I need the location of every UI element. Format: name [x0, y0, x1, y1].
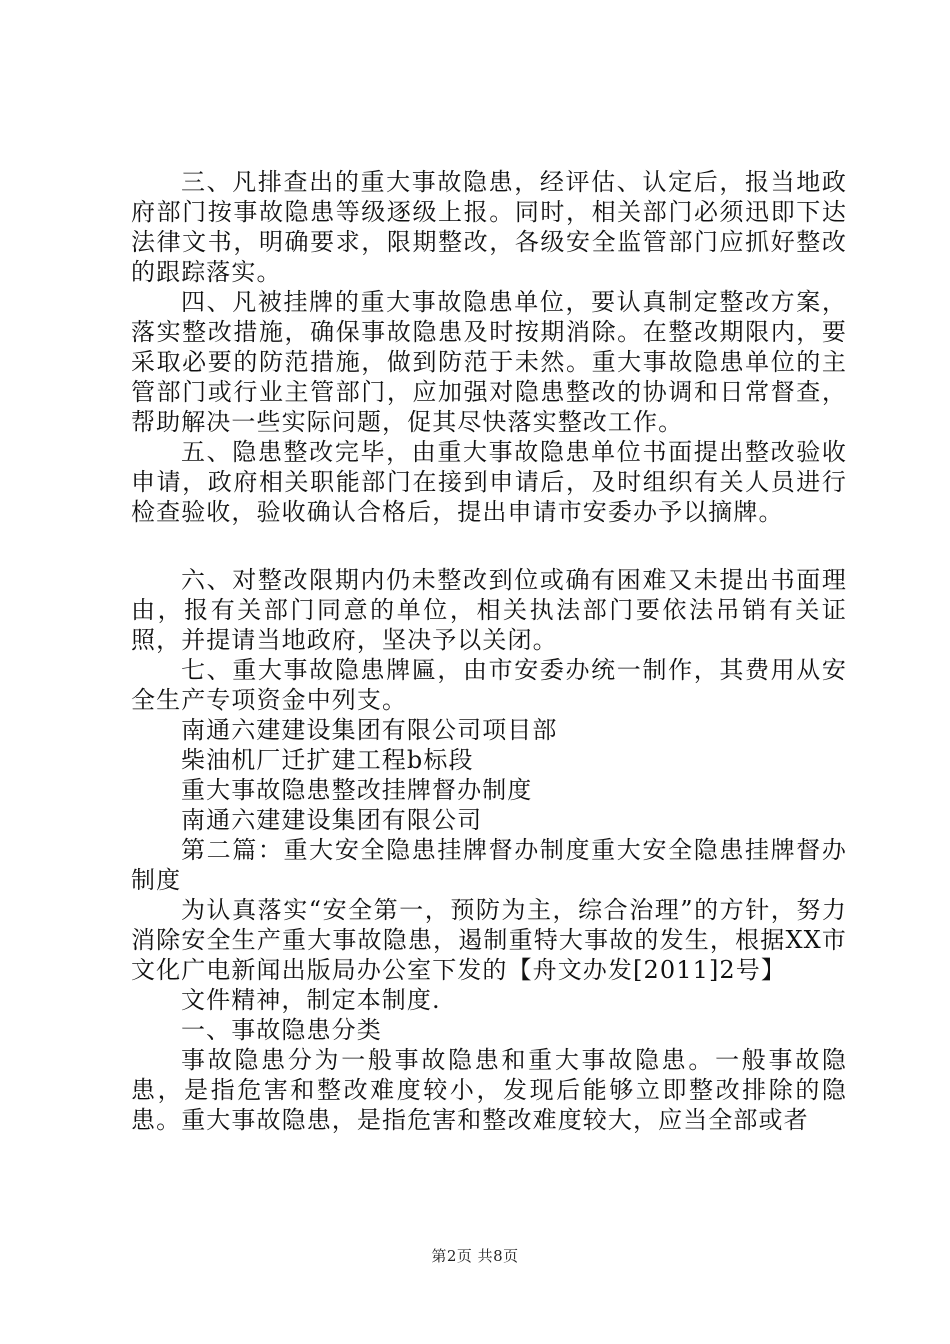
system-title: 重大事故隐患整改挂牌督办制度: [181, 776, 533, 804]
paragraph-intro-cont: 文件精神，制定本制度.: [181, 986, 441, 1014]
project-name: 柴油机厂迁扩建工程b标段: [181, 746, 474, 774]
paragraph-hazard-classification: 事故隐患分为一般事故隐患和重大事故隐患。一般事故隐患，是指危害和整改难度较小，发现后能够立即整改排除的隐患。重大事故隐患，是指危害和整改难度较大，应当全部或者: [131, 1046, 847, 1134]
paragraph-section-4: 四、凡被挂牌的重大事故隐患单位，要认真制定整改方案，落实整改措施，确保事故隐患及时按期消除。在整改期限内，要采取必要的防范措施，做到防范于未然。重大事故隐患单位的主管部门或行业主管部门，应加强对隐患整改的协调和日常督查，帮助解决一些实际问题，促其尽快落实整改工作。: [131, 288, 847, 436]
company-project-dept: 南通六建建设集团有限公司项目部: [181, 716, 558, 744]
document-body: [131, 167, 847, 1135]
chapter-two-heading: 第二篇：重大安全隐患挂牌督办制度重大安全隐患挂牌督办制度: [131, 836, 847, 894]
company-name: 南通六建建设集团有限公司: [181, 806, 483, 834]
paragraph-section-3: 三、凡排查出的重大事故隐患，经评估、认定后，报当地政府部门按事故隐患等级逐级上报。同时，相关部门必须迅即下达法律文书，明确要求，限期整改，各级安全监管部门应抓好整改的跟踪落实。: [131, 168, 847, 286]
paragraph-section-7: 七、重大事故隐患牌匾，由市安委办统一制作，其费用从安全生产专项资金中列支。: [131, 656, 847, 714]
paragraph-intro: 为认真落实“安全第一，预防为主，综合治理”的方针，努力消除安全生产重大事故隐患，遏制重特大事故的发生，根据XX市文化广电新闻出版局办公室下发的【舟文办发[2011]2号】: [131, 896, 847, 984]
paragraph-section-5: 五、隐患整改完毕，由重大事故隐患单位书面提出整改验收申请，政府相关职能部门在接到申请后，及时组织有关人员进行检查验收，验收确认合格后，提出申请市安委办予以摘牌。: [131, 438, 847, 526]
paragraph-gap: [131, 527, 847, 565]
paragraph-section-6: 六、对整改限期内仍未整改到位或确有困难又未提出书面理由，报有关部门同意的单位，相关执法部门要依法吊销有关证照，并提请当地政府，坚决予以关闭。: [131, 566, 847, 654]
section-heading-hazard-classification: 一、事故隐患分类: [181, 1016, 382, 1044]
page-number-footer: 第2页 共8页: [431, 1247, 519, 1265]
